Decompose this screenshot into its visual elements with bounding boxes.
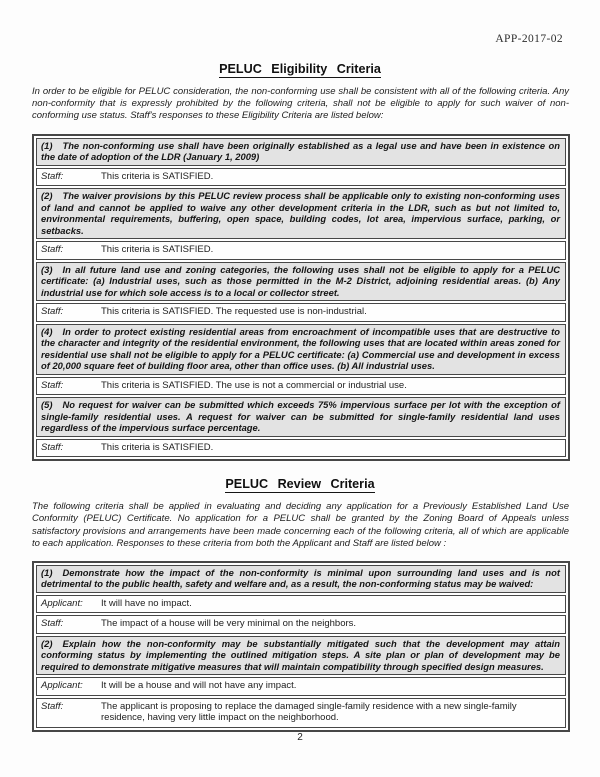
criteria-text: In all future land use and zoning categories, the following uses shall not be eligible to apply for a PELUC certificate: (a) Industrial uses, such as those permitted in the M-2 District, adjoining residential areas. (b) Any industrial use for which sole access is to a local or collector street. <box>41 263 560 298</box>
response-text: This criteria is SATISFIED. <box>101 441 214 453</box>
criteria-header-row <box>36 138 566 166</box>
criteria-text: In order to protect existing residential areas from encroachment of incompatible uses that are destructive to the character and integrity of the residential environment, the following uses that are located within areas zoned for residential use shall not be eligible to apply for a PELUC certificate: (a) Commercial use and development in excess of 20,000 square feet of building floor area, other than office uses. (b) All industrial uses. <box>41 325 560 372</box>
criteria-header-row <box>36 565 566 593</box>
response-row <box>36 595 566 614</box>
response-label: Staff: <box>41 441 64 453</box>
criteria-number: (5) <box>41 399 53 411</box>
application-number: APP-2017-02 <box>495 33 563 45</box>
criteria-number: (3) <box>41 263 53 275</box>
criteria-text: Explain how the non-conformity may be substantially mitigated such that the development may attain conforming status by implementing the outlined mitigation steps. A site plan or plan of development may be required to demonstrate mitigative measures that will maintain compatibility through specified design measures. <box>41 637 560 672</box>
eligibility-criteria-table <box>32 134 570 462</box>
response-label: Staff: <box>41 700 64 712</box>
response-row <box>36 303 566 322</box>
criteria-text: Demonstrate how the impact of the non-conformity is minimal upon surrounding land uses and is not detrimental to the public health, safety and welfare and, as a result, the non-conforming status may be waived: <box>41 566 560 590</box>
criteria-header-row <box>36 324 566 375</box>
review-criteria-table <box>32 561 570 732</box>
response-row <box>36 241 566 260</box>
response-label: Staff: <box>41 244 64 256</box>
response-label: Staff: <box>41 379 64 391</box>
criteria-number: (4) <box>41 325 53 337</box>
response-label: Staff: <box>41 306 64 318</box>
eligibility-intro-paragraph: In order to be eligible for PELUC consideration, the non-conforming use shall be consistent with all of the following criteria. Any non-conformity that is expressly prohibited by the following criteria, shall not be eligible to apply for such waiver of non-conforming use status. Staff's responses to these Eligibility Criteria are listed below: <box>32 86 569 122</box>
response-text: It will be a house and will not have any impact. <box>101 680 297 692</box>
criteria-number: (1) <box>41 566 53 578</box>
criteria-header-row <box>36 188 566 239</box>
response-label: Applicant: <box>41 680 83 692</box>
response-text: This criteria is SATISFIED. <box>101 244 214 256</box>
response-label: Applicant: <box>41 597 83 609</box>
response-row <box>36 677 566 696</box>
review-intro-paragraph: The following criteria shall be applied in evaluating and deciding any application for a Previously Established Land Use Conformity (PELUC) Certificate. No application for a PELUC shall be granted by the Zoning Board of Appeals unless satisfactory provisions and arrangements have been made concerning each of the following criteria, all of which are applicable to each application. Responses to these criteria from both the Applicant and Staff are listed below : <box>32 501 569 549</box>
response-text: The impact of a house will be very minimal on the neighbors. <box>101 618 357 630</box>
response-label: Staff: <box>41 170 64 182</box>
criteria-header-row <box>36 262 566 302</box>
review-criteria-title: PELUC Review Criteria <box>225 477 375 492</box>
criteria-header-row <box>36 397 566 437</box>
response-row <box>36 698 566 728</box>
criteria-header-row <box>36 636 566 676</box>
response-text: It will have no impact. <box>101 597 192 609</box>
criteria-number: (1) <box>41 139 53 151</box>
response-row <box>36 377 566 396</box>
response-text: This criteria is SATISFIED. The use is not a commercial or industrial use. <box>101 379 407 391</box>
response-text: This criteria is SATISFIED. <box>101 170 214 182</box>
eligibility-criteria-title: PELUC Eligibility Criteria <box>219 62 381 76</box>
response-row <box>36 168 566 187</box>
response-row <box>36 615 566 634</box>
response-text: This criteria is SATISFIED. The requested use is non-industrial. <box>101 306 367 318</box>
criteria-text: No request for waiver can be submitted which exceeds 75% impervious surface per lot with the exception of single-family residential uses. A request for waiver can be submitted for single-family residential land uses regardless of the impervious surface percentage. <box>41 399 560 434</box>
criteria-number: (2) <box>41 190 53 202</box>
page-number: 2 <box>297 732 303 743</box>
response-text: The applicant is proposing to replace the damaged single-family residence with a new single-family residence, having very little impact on the neighborhood. <box>101 700 517 724</box>
response-row <box>36 439 566 458</box>
criteria-text: The non-conforming use shall have been originally established as a legal use and have been in existence on the date of adoption of the LDR (January 1, 2009) <box>41 139 560 163</box>
criteria-number: (2) <box>41 637 53 649</box>
criteria-text: The waiver provisions by this PELUC review process shall be applicable only to existing non-conforming uses of land and cannot be applied to waive any other development criteria in the LDR, such as but not limited to, environmental requirements, buffering, open space, building codes, lot area, impervious surface, parking, or setbacks. <box>41 190 560 236</box>
response-label: Staff: <box>41 618 64 630</box>
